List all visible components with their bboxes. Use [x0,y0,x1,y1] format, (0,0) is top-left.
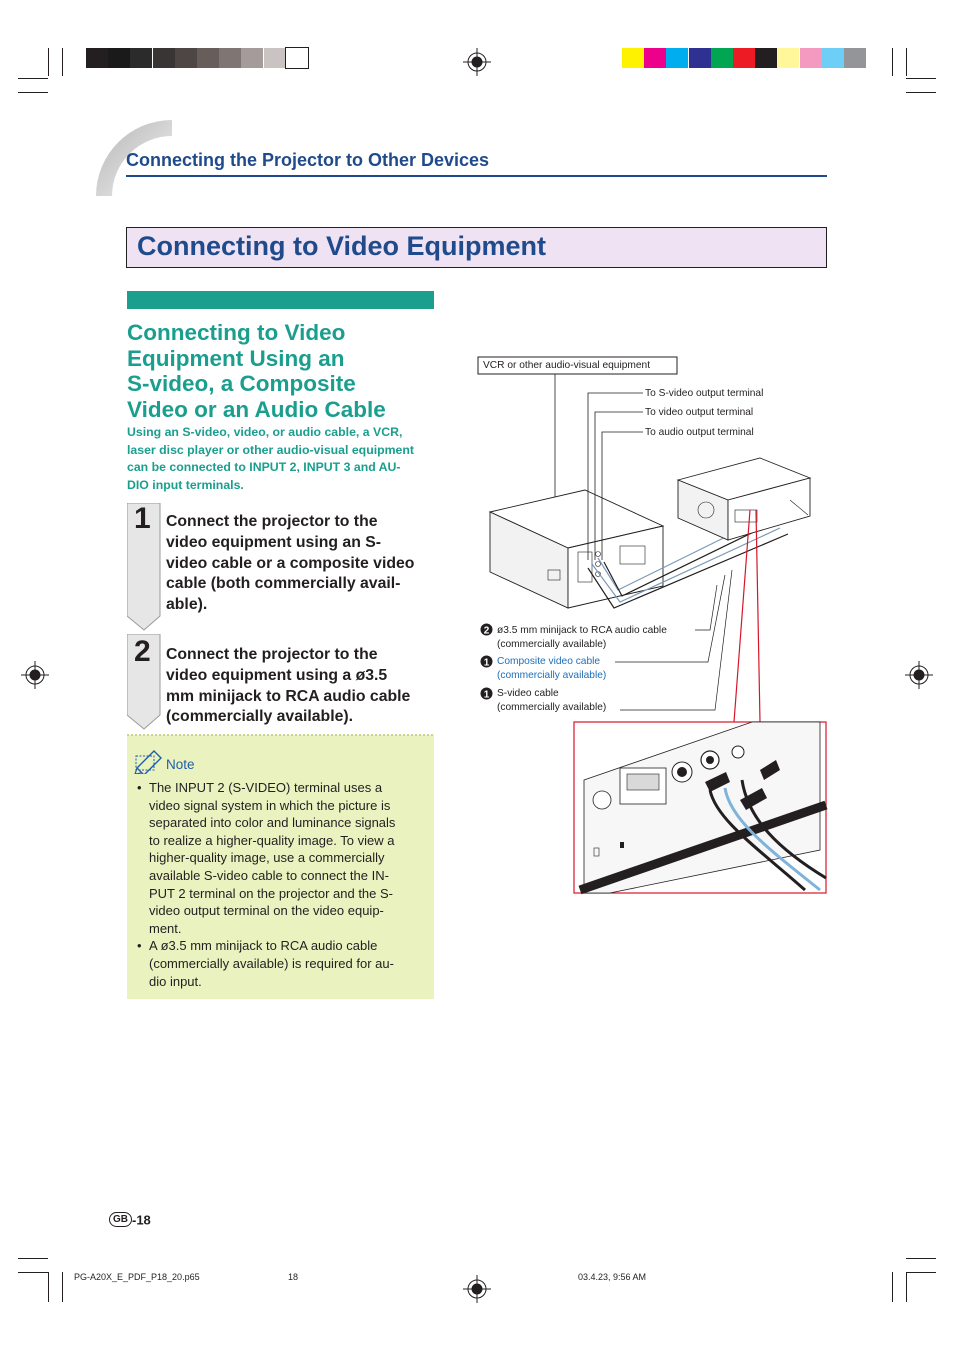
process-swatch [844,48,866,68]
process-swatch [800,48,822,68]
process-swatch [822,48,844,68]
section-title: Connecting the Projector to Other Devices [126,150,490,170]
svideo-cable-label: S-video cable (commercially available) [497,688,607,713]
subsection-bar [127,291,434,309]
note-item-1: • The INPUT 2 (S-VIDEO) terminal uses a video signal system in which the picture is separated into color and luminance signals to realize a higher-quality image. To view a higher-quality image, use a commercially available S-video cable to connect the IN- PUT 2 terminal on the projector and the S- video output terminal on the video equip- ment. [137,779,427,937]
gray-swatch [86,48,108,68]
cable-3-badge-number: 1 [483,689,490,700]
process-swatch [777,48,799,68]
note-item-2: • A ø3.5 mm minijack to RCA audio cable (commercially available) is required for au- dio input. [137,937,427,990]
step-1-number: 1 [134,502,151,535]
cable-1-badge-number: 1 [483,657,490,668]
gray-swatch [264,48,286,68]
equipment-label: VCR or other audio-visual equipment [483,360,651,371]
gray-swatch [197,48,219,68]
page-number-value: -18 [132,1212,151,1228]
page-number [109,1211,151,1229]
footer-file: PG-A20X_E_PDF_P18_20.p65 [74,1272,200,1282]
gray-swatch [286,48,308,68]
main-title: Connecting to Video Equipment [137,231,546,261]
process-swatch [689,48,711,68]
composite-cable-label: Composite video cable (commercially available) [497,656,607,681]
gray-swatch [219,48,241,68]
region-badge: GB [109,1212,132,1227]
svideo-terminal-label: To S-video output terminal [645,388,764,399]
footer-timestamp: 03.4.23, 9:56 AM [578,1272,647,1282]
gray-swatch [153,48,175,68]
main-title-box [126,227,827,268]
process-swatch [622,48,644,68]
gray-swatch [241,48,263,68]
audio-terminal-label: To audio output terminal [645,427,754,438]
note-label: Note [166,757,195,772]
gray-swatch [108,48,130,68]
process-swatch [755,48,777,68]
step-2-text: Connect the projector to the video equipment using a ø3.5 mm minijack to RCA audio cable (commercially available). [166,646,411,726]
cable-3-badge [480,687,493,700]
gray-swatch [130,48,152,68]
cable-2-badge [480,623,493,636]
gray-swatch [175,48,197,68]
process-swatch [733,48,755,68]
subsection-intro: Using an S-video, video, or audio cable, a VCR, laser disc player or other audio-visual equipment can be connected to INPUT 2, INPUT 3 and AU- DIO input terminals. [127,425,415,492]
process-swatch [666,48,688,68]
note-dotted-edge [127,733,434,737]
cable-1-badge [480,655,493,668]
section-rule [126,175,827,177]
video-terminal-label: To video output terminal [645,407,754,418]
audio-cable-label: ø3.5 mm minijack to RCA audio cable (commercially available) [497,625,667,650]
process-swatch [644,48,666,68]
note-list [137,779,427,990]
process-swatch [711,48,733,68]
footer-page: 18 [288,1272,299,1282]
cable-2-badge-number: 2 [483,625,490,636]
step-1-text: Connect the projector to the video equipment using an S- video cable or a composite video cable (both commercially avail- able). [166,513,415,614]
step-2-number: 2 [134,635,151,668]
subsection-heading: Connecting to Video Equipment Using an S-video, a Composite Video or an Audio Cable [127,320,386,422]
note-pencil-icon [134,748,166,774]
